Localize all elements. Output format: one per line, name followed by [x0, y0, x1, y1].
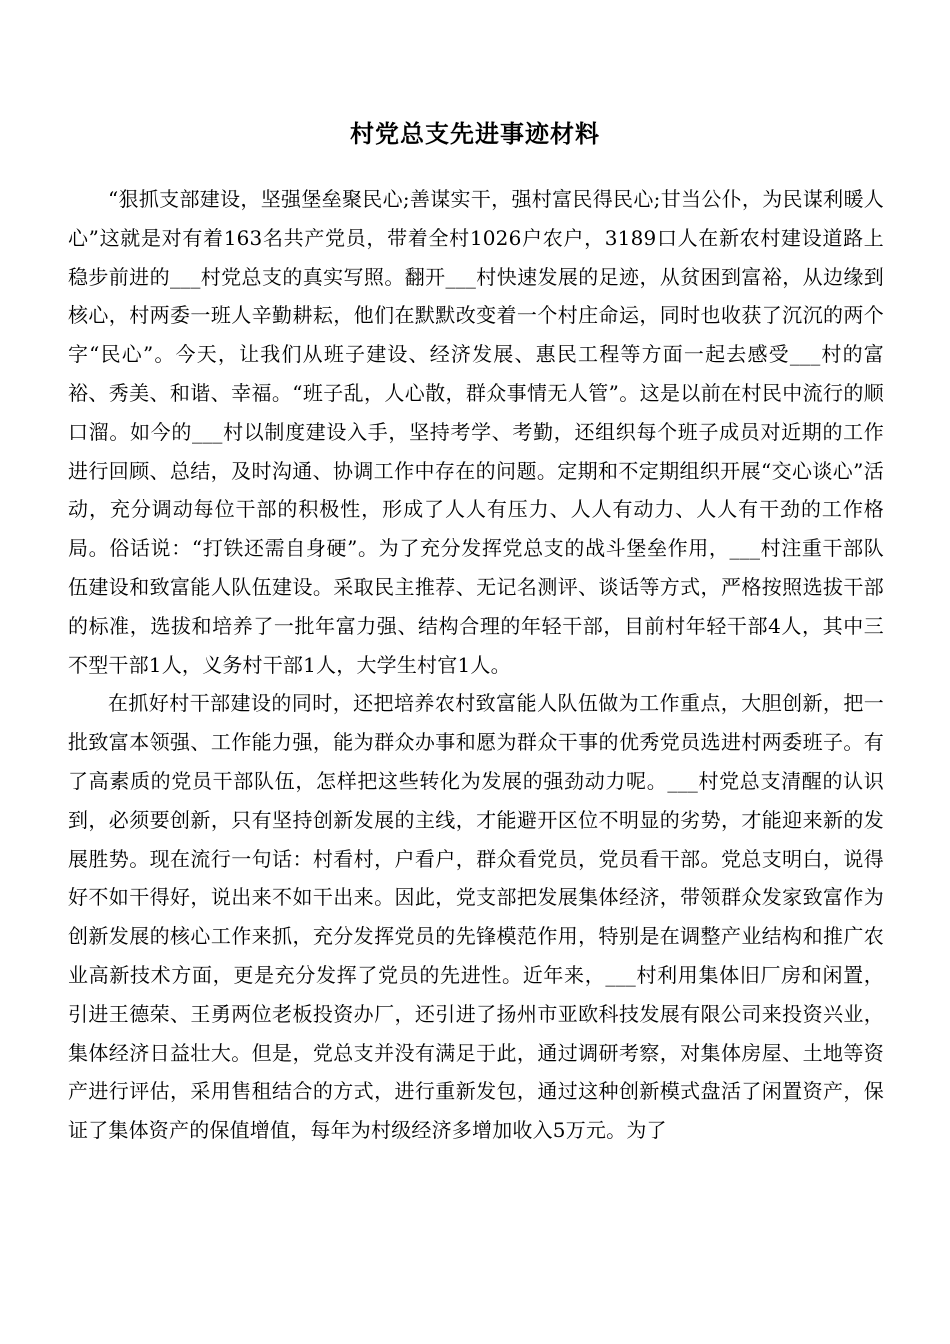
paragraph: 在抓好村干部建设的同时，还把培养农村致富能人队伍做为工作重点，大胆创新，把一批致富本领强、工作能力强，能为群众办事和愿为群众干事的优秀党员选进村两委班子。有了高素质的党员干部队伍，怎样把这些转化为发展的强劲动力呢。___村党总支清醒的认识到，必须要创新，只有坚持创新发展的主线，才能避开区位不明显的劣势，才能迎来新的发展胜势。现在流行一句话：村看村，户看户，群众看党员，党员看干部。党总支明白，说得好不如干得好，说出来不如干出来。因此，党支部把发展集体经济，带领群众发家致富作为创新发展的核心工作来抓，充分发挥党员的先锋模范作用，特别是在调整产业结构和推广农业高新技术方面，更是充分发挥了党员的先进性。近年来，___村利用集体旧厂房和闲置，引进王德荣、王勇两位老板投资办厂，还引进了扬州市亚欧科技发展有限公司来投资兴业，集体经济日益壮大。但是，党总支并没有满足于此，通过调研考察，对集体房屋、土地等资产进行评估，采用售租结合的方式，进行重新发包，通过这种创新模式盘活了闲置资产，保证了集体资产的保值增值，每年为村级经济多增加收入5万元。为了 [68, 691, 884, 1143]
document-title: 村党总支先进事迹材料 [350, 120, 600, 149]
document-body [68, 180, 884, 1150]
paragraph: “狠抓支部建设，坚强堡垒聚民心;善谋实干，强村富民得民心;甘当公仆，为民谋利暖人心”这就是对有着163名共产党员，带着全村1026户农户，3189口人在新农村建设道路上稳步前进的___村党总支的真实写照。翻开___村快速发展的足迹，从贫困到富裕，从边缘到核心，村两委一班人辛勤耕耘，他们在默默改变着一个村庄命运，同时也收获了沉沉的两个字“民心”。今天，让我们从班子建设、经济发展、惠民工程等方面一起去感受___村的富裕、秀美、和谐、幸福。“班子乱，人心散，群众事情无人管”。这是以前在村民中流行的顺口溜。如今的___村以制度建设入手，坚持考学、考勤，还组织每个班子成员对近期的工作进行回顾、总结，及时沟通、协调工作中存在的问题。定期和不定期组织开展“交心谈心”活动，充分调动每位干部的积极性，形成了人人有压力、人人有动力、人人有干劲的工作格局。俗话说：“打铁还需自身硬”。为了充分发挥党总支的战斗堡垒作用，___村注重干部队伍建设和致富能人队伍建设。采取民主推荐、无记名测评、谈话等方式，严格按照选拔干部的标准，选拔和培养了一批年富力强、结构合理的年轻干部，目前村年轻干部4人，其中三不型干部1人，义务村干部1人，大学生村官1人。 [68, 187, 884, 677]
